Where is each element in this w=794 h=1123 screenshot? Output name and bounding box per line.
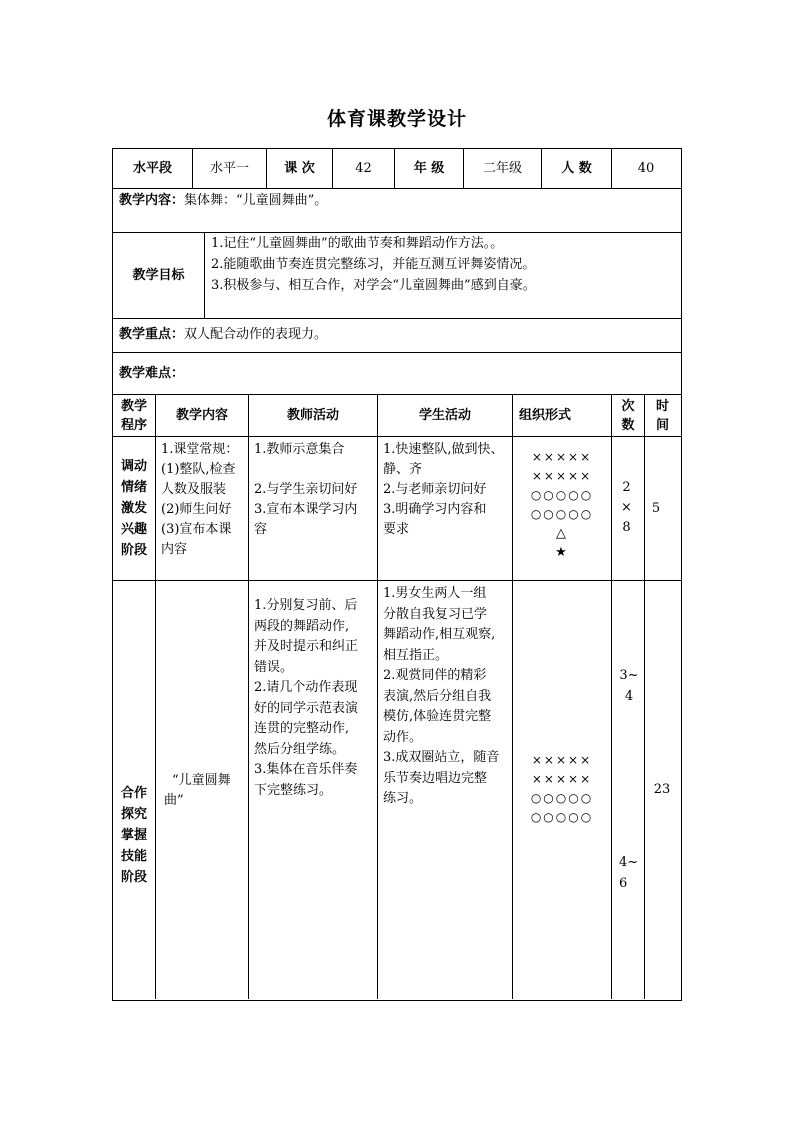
teacher-triangle-icon: △ bbox=[556, 526, 568, 541]
stage1-name bbox=[113, 437, 155, 580]
stage2-teacher bbox=[249, 593, 377, 803]
content-line: 曲” bbox=[164, 793, 184, 808]
lesson-label: 课 次 bbox=[284, 160, 315, 176]
objective-item: 3.积极参与、相互合作，对学会“儿童圆舞曲”感到自豪。 bbox=[211, 278, 536, 293]
formation-row-girls: ○○○○○ bbox=[530, 791, 594, 805]
formation-row-girls: ○○○○○ bbox=[530, 810, 594, 824]
col-procedure-line2: 程序 bbox=[120, 417, 147, 433]
times-line: 3~ bbox=[619, 668, 639, 683]
stage1-time: 5 bbox=[651, 501, 661, 516]
stage1-content bbox=[156, 437, 248, 580]
teacher-line: 错误。 bbox=[254, 659, 294, 675]
stage-name-line: 阶段 bbox=[120, 543, 147, 558]
objectives-list bbox=[211, 233, 679, 318]
content-line: 1.课堂常规： bbox=[161, 442, 239, 457]
teacher-line: 并及时提示和纠正 bbox=[254, 639, 359, 654]
stage2-times-b bbox=[612, 852, 644, 896]
teaching-content-value: 集体舞：“儿童圆舞曲”。 bbox=[184, 193, 328, 208]
teacher-line bbox=[254, 460, 372, 480]
objective-item: 1.记住“儿童圆舞曲”的歌曲节奏和舞蹈动作方法。。 bbox=[211, 236, 504, 251]
col-student: 学生活动 bbox=[418, 407, 471, 423]
count-value: 40 bbox=[637, 160, 655, 176]
stage-name-line: 阶段 bbox=[120, 869, 147, 885]
teaching-content-label: 教学内容： bbox=[119, 193, 185, 208]
times-line: 8 bbox=[622, 520, 631, 535]
col-teacher: 教师活动 bbox=[286, 407, 339, 423]
col-content: 教学内容 bbox=[175, 407, 228, 423]
level-value: 水平一 bbox=[209, 160, 249, 176]
stage2-content bbox=[156, 771, 248, 815]
col-procedure bbox=[113, 395, 155, 436]
stage2-times-a bbox=[612, 665, 644, 709]
student-line: 练习。 bbox=[383, 791, 423, 806]
student-line: 1.男女生两人一组 bbox=[383, 586, 487, 601]
formation-row-girls: ○○○○○ bbox=[530, 507, 594, 521]
stage-name-line: 调动 bbox=[120, 459, 147, 474]
times-line: 4~ bbox=[619, 855, 639, 870]
stage-name-line: 掌握 bbox=[120, 827, 147, 843]
col-times-line2: 数 bbox=[621, 417, 635, 433]
student-line: 3.成双圈站立，随音 bbox=[383, 750, 500, 765]
stage-name-line: 激发 bbox=[120, 501, 147, 516]
stage1-teacher bbox=[249, 437, 377, 580]
teacher-line: 然后分组学练。 bbox=[254, 741, 346, 757]
document-title: 体育课教学设计 bbox=[326, 108, 467, 130]
grade-value: 二年级 bbox=[482, 160, 522, 176]
stage2-formation bbox=[513, 751, 611, 831]
stage-name-line: 兴趣 bbox=[120, 522, 147, 537]
times-line: 6 bbox=[619, 876, 628, 891]
col-time-line1: 时 bbox=[655, 398, 669, 414]
col-times bbox=[612, 395, 644, 436]
stage-name-line: 技能 bbox=[120, 848, 147, 864]
stage1-student bbox=[378, 437, 512, 580]
stage2-time: 23 bbox=[653, 782, 671, 797]
times-line: × bbox=[621, 500, 632, 515]
grade-label: 年 级 bbox=[413, 160, 445, 176]
formation-row-boys: ××××× bbox=[531, 450, 593, 464]
teacher-line: 3.宣布本课学习内 bbox=[254, 502, 358, 517]
formation-row-boys: ××××× bbox=[531, 469, 593, 483]
objectives-label: 教学目标 bbox=[132, 267, 185, 283]
student-line: 乐节奏边唱边完整 bbox=[383, 770, 488, 786]
col-procedure-line1: 教学 bbox=[120, 398, 147, 414]
stage1-formation bbox=[513, 448, 611, 578]
student-line: 2.与老师亲切问好 bbox=[383, 482, 487, 497]
student-line: 表演,然后分组自我 bbox=[383, 688, 492, 704]
student-line: 2.观赏同伴的精彩 bbox=[383, 668, 487, 683]
stage-name-line: 情绪 bbox=[120, 480, 147, 495]
col-organization: 组织形式 bbox=[519, 407, 572, 423]
key-point-value: 双人配合动作的表现力。 bbox=[184, 327, 328, 342]
star-icon: ★ bbox=[555, 545, 569, 560]
student-line: 动作。 bbox=[383, 729, 423, 745]
student-line: 1.快速整队,做到快、 bbox=[383, 442, 504, 457]
teacher-line: 2.请几个动作表现 bbox=[254, 680, 358, 695]
stage2-student bbox=[378, 581, 512, 813]
content-line: 人数及服装 bbox=[161, 482, 227, 497]
col-time-line2: 间 bbox=[655, 417, 669, 433]
student-line: 3.明确学习内容和 bbox=[383, 502, 487, 517]
key-point-label: 教学重点： bbox=[119, 327, 185, 342]
objective-item: 2.能随歌曲节奏连贯完整练习，并能互测互评舞姿情况。 bbox=[211, 257, 536, 272]
student-line: 分散自我复习已学 bbox=[383, 606, 488, 622]
times-line: 2 bbox=[622, 480, 631, 495]
teacher-line: 3.集体在音乐伴奏 bbox=[254, 762, 358, 777]
difficulty-row bbox=[119, 364, 674, 386]
count-label: 人 数 bbox=[561, 160, 592, 176]
stage1-times bbox=[612, 478, 644, 544]
student-line: 相互指正。 bbox=[383, 647, 449, 663]
teacher-line: 好的同学示范表演 bbox=[254, 700, 359, 716]
formation-row-boys: ××××× bbox=[531, 753, 593, 767]
content-line: “儿童圆舞 bbox=[172, 773, 231, 788]
teacher-line: 1.分别复习前、后 bbox=[254, 598, 358, 613]
col-time bbox=[645, 395, 680, 436]
stage-name-line: 合作 bbox=[120, 785, 147, 801]
student-line: 要求 bbox=[383, 522, 410, 537]
times-line: 4 bbox=[624, 689, 634, 704]
teacher-line: 两段的舞蹈动作, bbox=[254, 618, 350, 634]
stage2-name bbox=[113, 581, 155, 999]
student-line: 舞蹈动作,相互观察, bbox=[383, 627, 496, 642]
content-line: (3)宣布本课 bbox=[161, 522, 232, 537]
stage-name-line: 探究 bbox=[120, 806, 147, 822]
formation-row-boys: ××××× bbox=[531, 772, 593, 786]
key-point-row bbox=[119, 325, 674, 347]
formation-row-girls: ○○○○○ bbox=[530, 488, 594, 502]
difficulty-label: 教学难点： bbox=[119, 366, 185, 381]
content-line: (2)师生问好 bbox=[161, 502, 232, 517]
teacher-line: 2.与学生亲切问好 bbox=[254, 482, 358, 497]
teacher-line: 容 bbox=[254, 522, 268, 537]
lesson-value: 42 bbox=[355, 160, 372, 176]
teacher-line: 下完整练习。 bbox=[254, 782, 333, 798]
teaching-content-row bbox=[119, 191, 674, 213]
content-line: 内容 bbox=[161, 542, 188, 557]
student-line: 静、齐 bbox=[383, 462, 423, 477]
teacher-line: 1.教师示意集合 bbox=[254, 442, 345, 457]
col-times-line1: 次 bbox=[621, 398, 635, 414]
content-line: (1)整队,检查 bbox=[161, 462, 236, 477]
level-label: 水平段 bbox=[132, 160, 172, 176]
student-line: 模仿,体验连贯完整 bbox=[383, 709, 492, 724]
teacher-line: 连贯的完整动作, bbox=[254, 721, 350, 736]
